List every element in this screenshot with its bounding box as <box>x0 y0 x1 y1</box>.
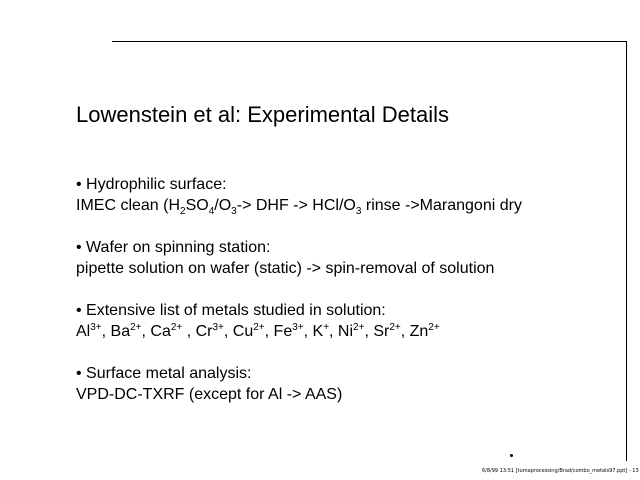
bullet-heading: • Wafer on spinning station: <box>76 239 271 256</box>
ion-charge: 3+ <box>90 322 102 333</box>
separator: , <box>329 323 338 340</box>
separator: , <box>264 323 274 340</box>
bullet-list <box>76 174 616 405</box>
metal-ion <box>410 323 440 340</box>
element-symbol: Cr <box>195 323 213 340</box>
metal-ion <box>76 323 111 340</box>
ion-charge: 2+ <box>389 322 401 333</box>
bullet-surface-metal-analysis <box>76 363 616 405</box>
metal-ion <box>274 323 313 340</box>
recipe-text: IMEC clean (H <box>76 197 181 214</box>
separator: , <box>303 323 313 340</box>
metal-ion <box>233 323 274 340</box>
recipe-text: rinse ->Marangoni dry <box>361 197 522 214</box>
separator: , <box>364 323 374 340</box>
element-symbol: Ni <box>337 323 354 340</box>
bullet-heading: • Hydrophilic surface: <box>76 176 227 193</box>
metal-ion-list <box>76 321 616 342</box>
subscript: 2 <box>180 206 186 217</box>
ion-charge: + <box>323 322 330 333</box>
ion-charge: 2+ <box>170 322 183 333</box>
element-symbol: Ba <box>110 323 131 340</box>
ion-charge: 3+ <box>292 322 304 333</box>
recipe-text: /O <box>214 197 232 214</box>
bullet-hydrophilic-surface <box>76 174 616 216</box>
metal-ion <box>313 323 338 340</box>
metal-ion <box>111 323 151 340</box>
metal-ion <box>196 323 233 340</box>
ion-charge: 3+ <box>212 322 224 333</box>
slide-title: Lowenstein et al: Experimental Details <box>76 102 449 127</box>
metal-ion <box>373 323 409 340</box>
element-symbol: K <box>312 323 324 340</box>
metal-ion <box>150 323 195 340</box>
separator: , <box>141 323 151 340</box>
element-symbol: Fe <box>273 323 293 340</box>
element-symbol: Sr <box>373 323 390 340</box>
slide-frame-right-border <box>626 41 627 461</box>
bullet-heading: • Extensive list of metals studied in solution: <box>76 302 386 319</box>
separator: , <box>182 323 196 340</box>
imec-clean-recipe <box>76 195 616 216</box>
slide-footer: 6/8/99 13:51 [tumaprocessing/Brad/combo_metals97.ppt] - 13 <box>482 468 639 474</box>
separator: , <box>101 323 111 340</box>
bullet-heading: • Surface metal analysis: <box>76 365 252 382</box>
element-symbol: Al <box>76 323 91 340</box>
bullet-body: VPD-DC-TXRF (except for Al -> AAS) <box>76 386 343 403</box>
separator: , <box>400 323 410 340</box>
subscript: 3 <box>231 206 237 217</box>
bullet-body: pipette solution on wafer (static) -> spin-removal of solution <box>76 260 495 277</box>
metal-ion <box>338 323 373 340</box>
ion-charge: 2+ <box>253 322 265 333</box>
element-symbol: Zn <box>409 323 429 340</box>
ion-charge: 2+ <box>130 322 142 333</box>
subscript: 4 <box>208 206 215 217</box>
element-symbol: Ca <box>150 323 171 340</box>
recipe-text: SO <box>185 197 209 214</box>
decorative-dot <box>510 454 513 457</box>
recipe-text: -> DHF -> HCl/O <box>236 197 356 214</box>
element-symbol: Cu <box>232 323 254 340</box>
subscript: 3 <box>355 206 362 217</box>
separator: , <box>223 323 233 340</box>
ion-charge: 2+ <box>428 322 440 333</box>
bullet-metals-list <box>76 300 616 342</box>
slide-frame-top-border <box>112 41 627 42</box>
ion-charge: 2+ <box>353 322 365 333</box>
bullet-wafer-spinning-station <box>76 237 616 279</box>
